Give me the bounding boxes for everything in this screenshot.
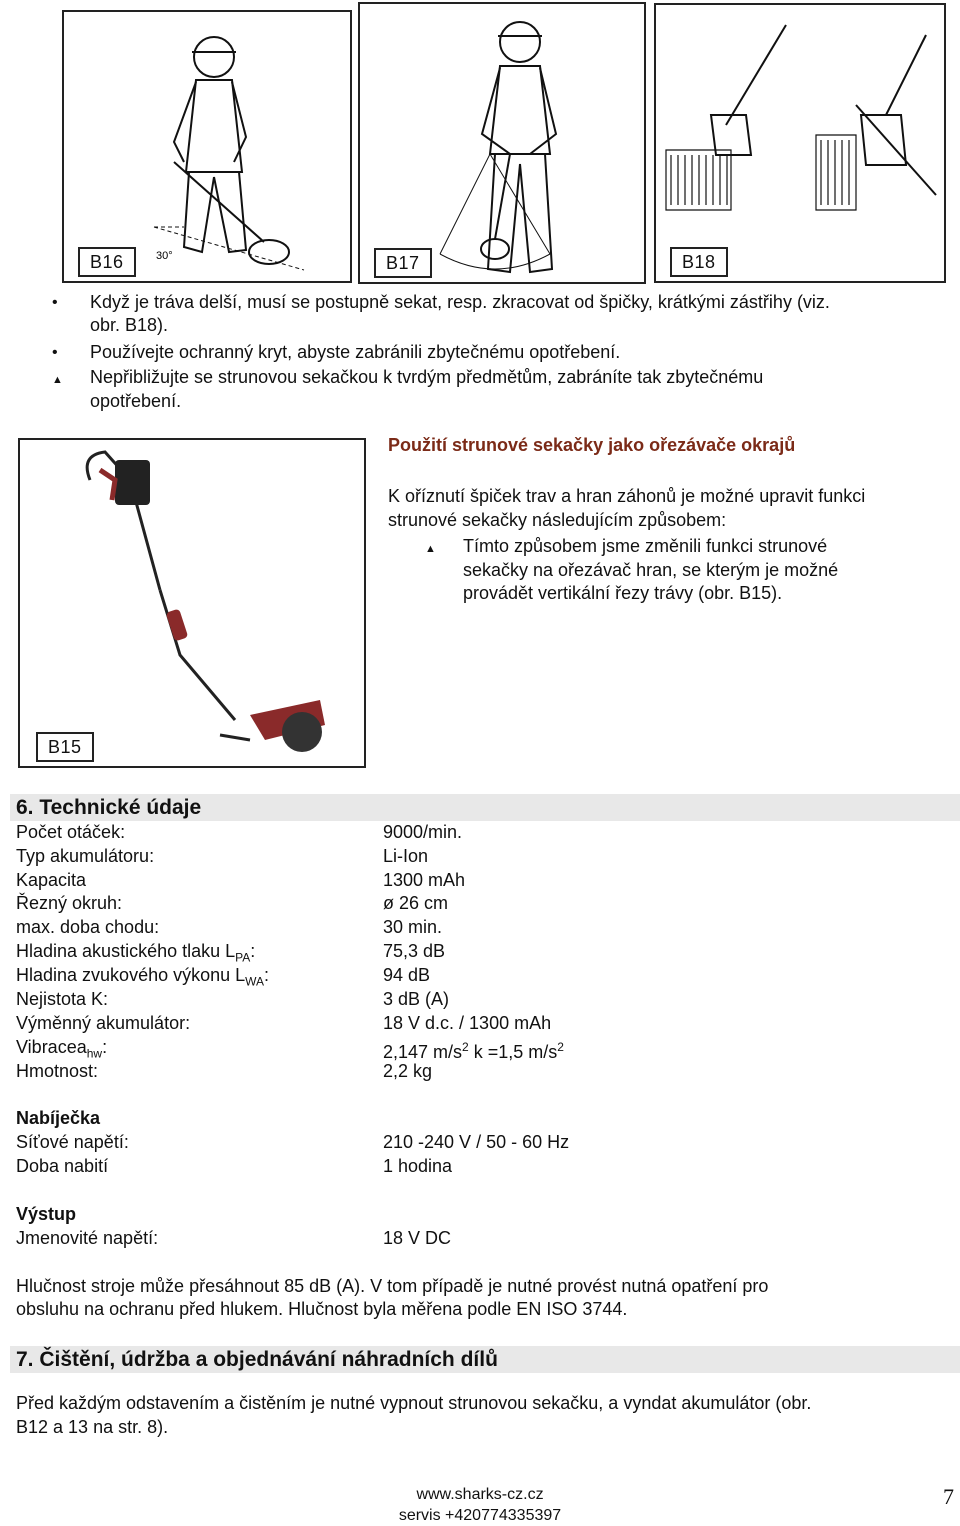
spec-value: 94 dB bbox=[383, 965, 431, 985]
bullet-dot-icon: • bbox=[52, 344, 58, 361]
section-heading-edge-trimmer: Použití strunové sekačky jako ořezávače okrajů bbox=[388, 435, 796, 455]
spec-value: 30 min. bbox=[383, 917, 443, 937]
spec-row bbox=[16, 1059, 956, 1083]
noise-note-line: Hlučnost stroje může přesáhnout 85 dB (A). V tom případě je nutné provést nutná opatření pro bbox=[16, 1276, 769, 1296]
spec-label: Doba nabití bbox=[16, 1156, 109, 1176]
output-heading: Výstup bbox=[16, 1204, 77, 1224]
spec-row bbox=[16, 1226, 956, 1250]
spec-row bbox=[16, 915, 956, 939]
spec-row bbox=[16, 868, 956, 892]
charger-heading: Nabíječka bbox=[16, 1108, 101, 1128]
edge-intro-line: K oříznutí špiček trav a hran záhonů je možné upravit funkci bbox=[388, 486, 866, 506]
spec-label: max. doba chodu: bbox=[16, 917, 160, 937]
operator-front-illustration bbox=[360, 4, 646, 284]
spec-row bbox=[16, 844, 956, 868]
edge-bullet-line: provádět vertikální řezy trávy (obr. B15). bbox=[463, 583, 783, 603]
figure-label-b15: B15 bbox=[36, 732, 94, 762]
spec-row bbox=[16, 1011, 956, 1035]
bullet-text: Tímto způsobem jsme změnili funkci strunové bbox=[463, 536, 828, 556]
footer-service-phone: servis +420774335397 bbox=[398, 1507, 562, 1524]
page-number: 7 bbox=[943, 1484, 954, 1509]
bullet-triangle-icon: ▲ bbox=[52, 374, 63, 386]
spec-label: Hmotnost: bbox=[16, 1061, 99, 1081]
bullet-text: Když je tráva delší, musí se postupně sekat, resp. zkracovat od špičky, krátkými zástřihy (viz. bbox=[90, 292, 830, 312]
figure-b16 bbox=[62, 10, 352, 283]
spec-row bbox=[16, 1130, 956, 1154]
spec-value: 18 V d.c. / 1300 mAh bbox=[383, 1013, 552, 1033]
noise-note-line: obsluhu na ochranu před hlukem. Hlučnost byla měřena podle EN ISO 3744. bbox=[16, 1299, 628, 1319]
bullet-triangle-icon: ▲ bbox=[425, 543, 436, 555]
spec-label: Vibracea$_{hw}$: bbox=[16, 1037, 108, 1061]
figure-b15 bbox=[18, 438, 366, 768]
trimming-steps-illustration bbox=[656, 5, 946, 283]
bullet-item bbox=[52, 366, 950, 389]
spec-value: 1 hodina bbox=[383, 1156, 453, 1176]
section-title-maintenance: 7. Čištění, údržba a objednávání náhradních dílů bbox=[16, 1348, 498, 1371]
spec-value: 75,3 dB bbox=[383, 941, 446, 961]
maintenance-text-line: B12 a 13 na str. 8). bbox=[16, 1417, 169, 1437]
angle-label: 30° bbox=[156, 250, 173, 262]
spec-value: Li-Ion bbox=[383, 846, 429, 866]
edge-intro-line: strunové sekačky následujícím způsobem: bbox=[388, 510, 727, 530]
spec-value: ø 26 cm bbox=[383, 893, 449, 913]
footer-website: www.sharks-cz.cz bbox=[416, 1486, 544, 1503]
bullet-text: obr. B18). bbox=[90, 315, 169, 335]
spec-value: 2,147 $m/s^2$ k =1,5 $m/s^2$ bbox=[383, 1040, 564, 1062]
bullet-text: opotřebení. bbox=[90, 391, 182, 411]
spec-value: 1300 mAh bbox=[383, 870, 466, 890]
spec-label: Typ akumulátoru: bbox=[16, 846, 155, 866]
spec-value: 3 dB (A) bbox=[383, 989, 450, 1009]
spec-row bbox=[16, 1154, 956, 1178]
spec-label: Nejistota K: bbox=[16, 989, 109, 1009]
spec-row bbox=[16, 820, 956, 844]
spec-label: Řezný okruh: bbox=[16, 893, 123, 913]
spec-value: 18 V DC bbox=[383, 1228, 452, 1248]
bullet-continuation bbox=[90, 390, 950, 413]
spec-label: Počet otáček: bbox=[16, 822, 126, 842]
section-title-technical-data: 6. Technické údaje bbox=[16, 796, 202, 819]
spec-label: Kapacita bbox=[16, 870, 87, 890]
edge-bullet-line: sekačky na ořezávač hran, se kterým je možné bbox=[463, 560, 839, 580]
bullet-text: Nepřibližujte se strunovou sekačkou k tvrdým předmětům, zabráníte tak zbytečnému bbox=[90, 367, 764, 387]
spec-row bbox=[16, 987, 956, 1011]
figure-label-b16: B16 bbox=[78, 247, 136, 277]
spec-label: Jmenovité napětí: bbox=[16, 1228, 159, 1248]
spec-value: 9000/min. bbox=[383, 822, 463, 842]
bullet-item bbox=[52, 341, 950, 364]
spec-label: Hladina akustického tlaku $L_{PA}$: bbox=[16, 941, 256, 965]
spec-row bbox=[16, 963, 956, 987]
spec-label: Síťové napětí: bbox=[16, 1132, 129, 1152]
figure-label-b18: B18 bbox=[670, 247, 728, 277]
bullet-text: Používejte ochranný kryt, abyste zabránili zbytečnému opotřebení. bbox=[90, 342, 621, 362]
spec-value: 2,2 kg bbox=[383, 1061, 433, 1081]
spec-label: Hladina zvukového výkonu $L_{WA}$: bbox=[16, 965, 270, 989]
maintenance-text-line: Před každým odstavením a čistěním je nutné vypnout strunovou sekačku, a vyndat akumulátor (obr. bbox=[16, 1393, 812, 1413]
bullet-dot-icon: • bbox=[52, 294, 58, 311]
figure-b17 bbox=[358, 2, 646, 284]
spec-value: 210 -240 V / 50 - 60 Hz bbox=[383, 1132, 570, 1152]
spec-row bbox=[16, 891, 956, 915]
figure-b18 bbox=[654, 3, 946, 283]
operator-trimming-illustration bbox=[64, 12, 352, 283]
spec-row bbox=[16, 1035, 956, 1062]
bullet-continuation bbox=[90, 314, 950, 337]
figure-label-b17: B17 bbox=[374, 248, 432, 278]
edge-bullet bbox=[425, 535, 943, 558]
bullet-item bbox=[52, 291, 950, 314]
string-trimmer-product-image bbox=[20, 440, 366, 768]
spec-row bbox=[16, 939, 956, 963]
spec-label: Výměnný akumulátor: bbox=[16, 1013, 191, 1033]
